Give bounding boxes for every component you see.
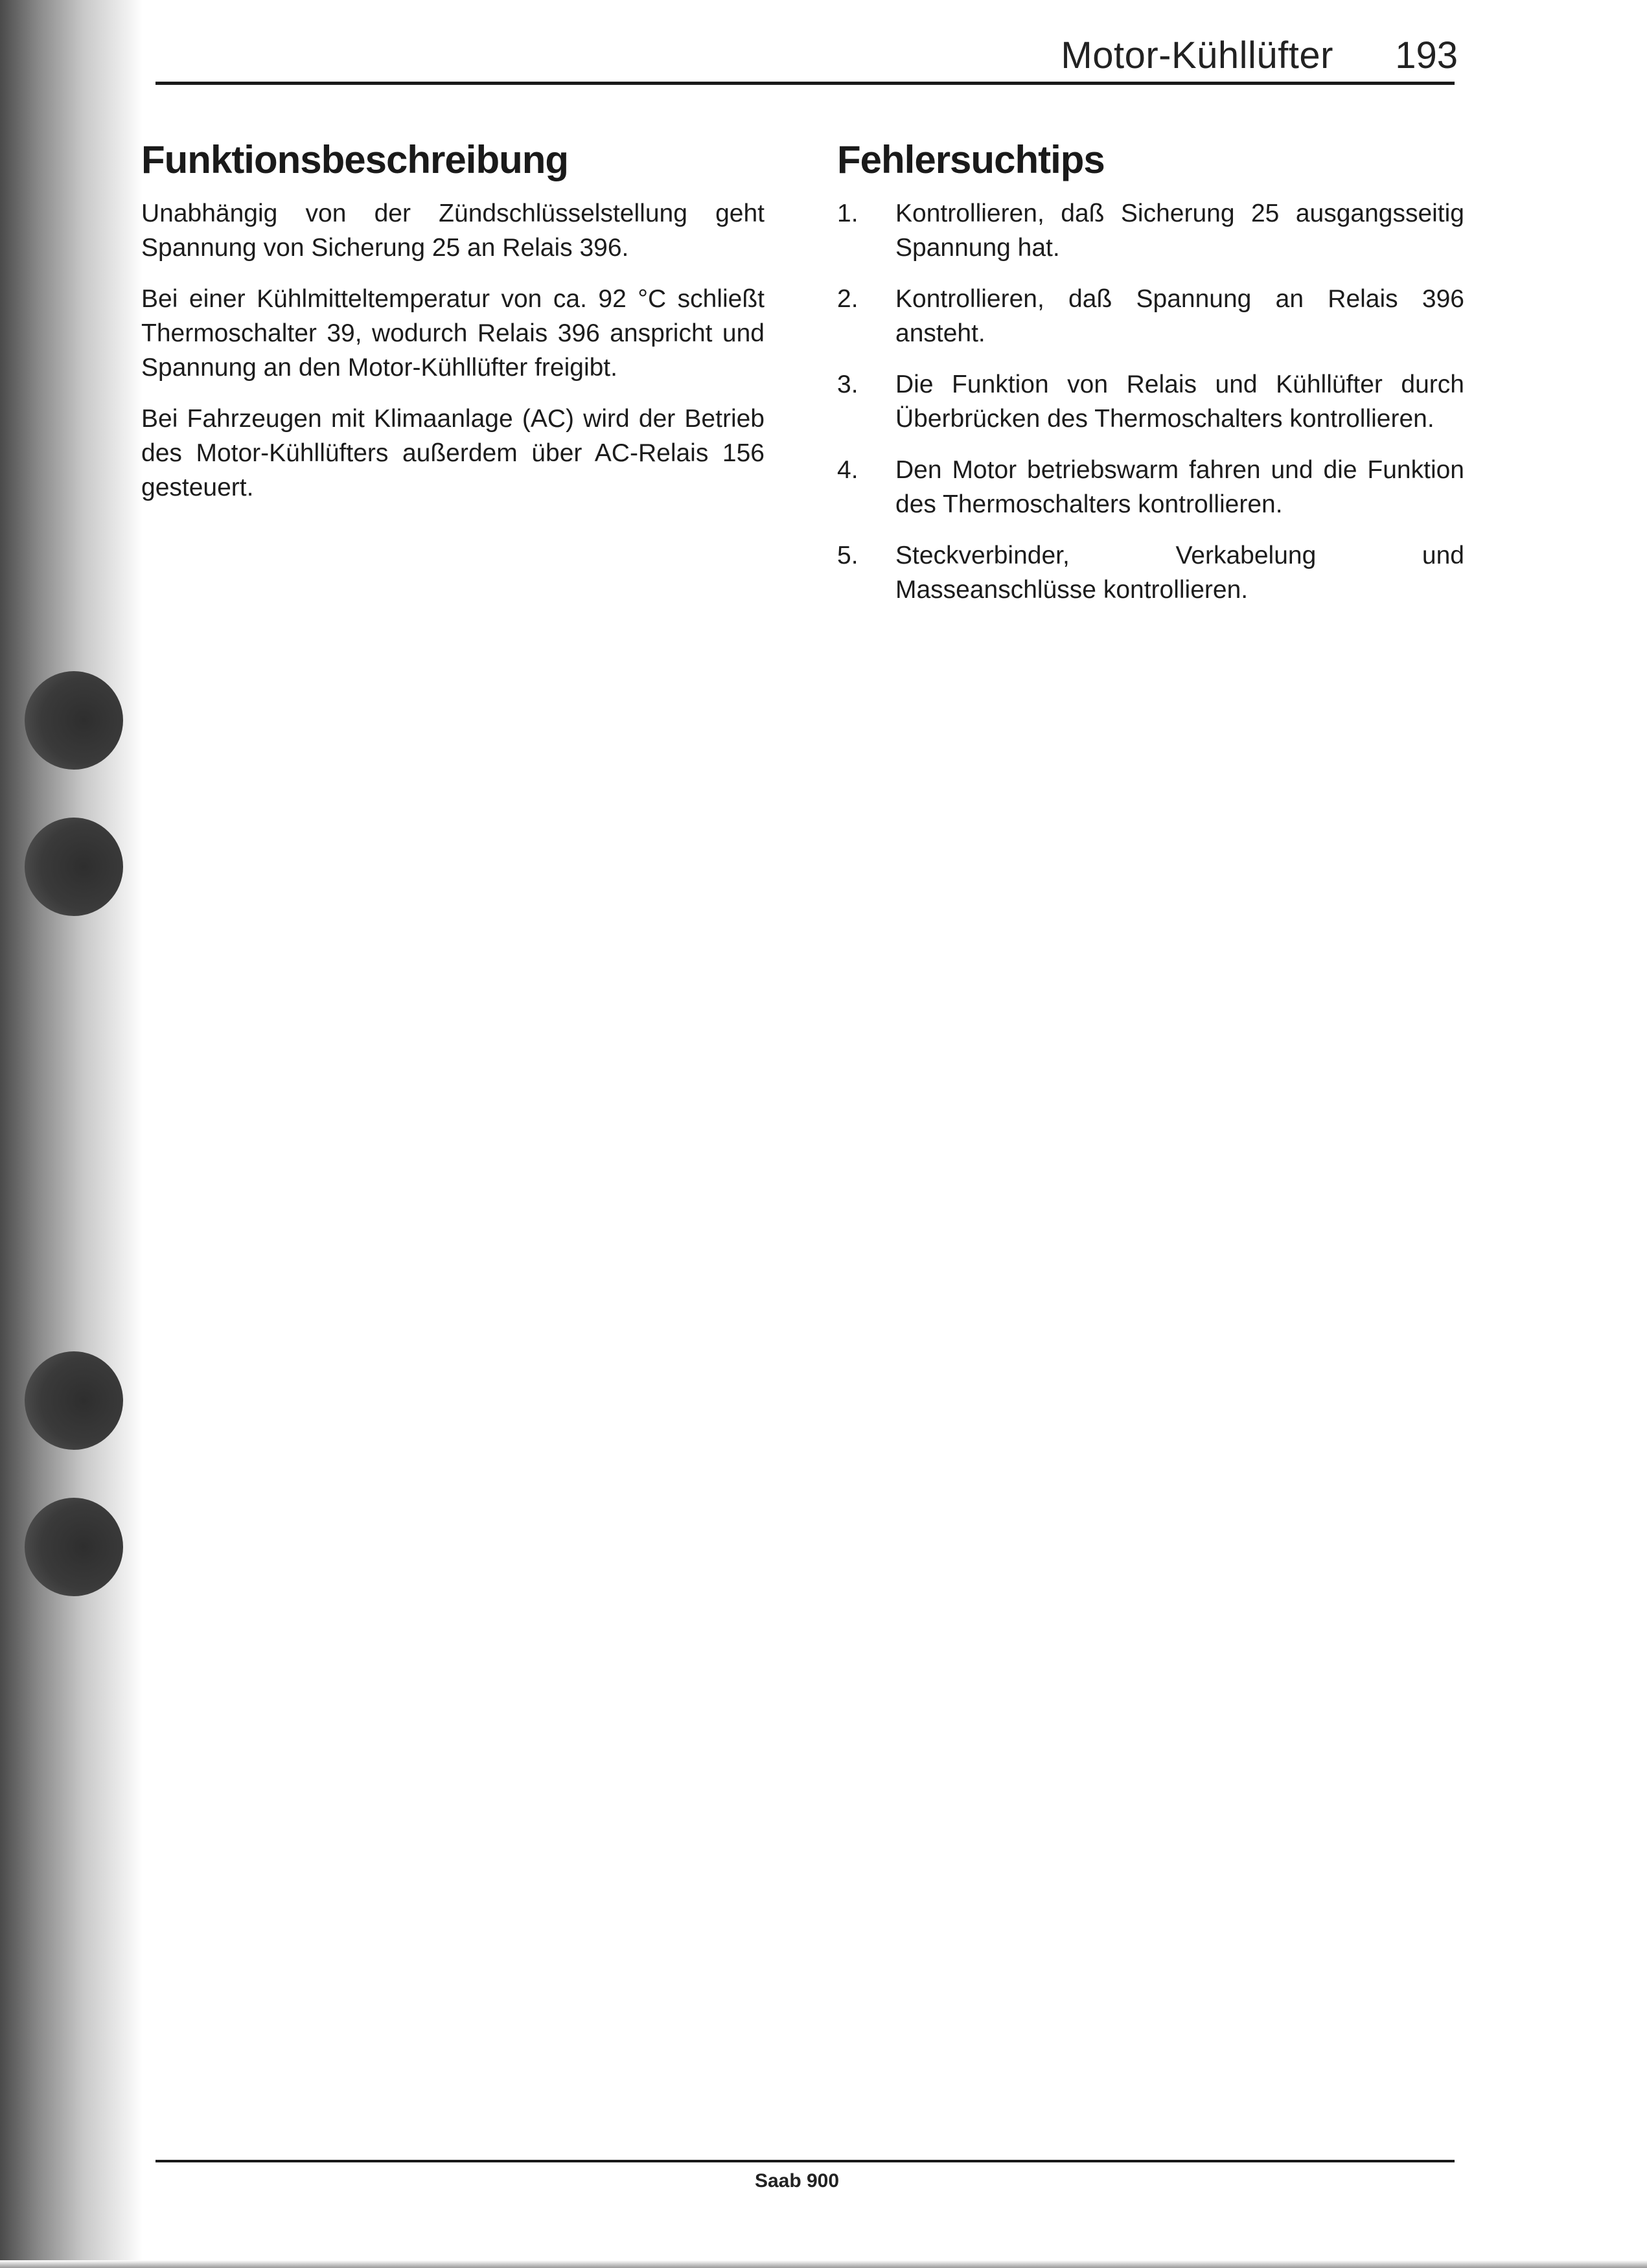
page-number: 193 bbox=[1395, 34, 1458, 76]
list-item bbox=[837, 453, 1464, 521]
bottom-edge-shadow bbox=[0, 2260, 1647, 2268]
list-item-number: 4. bbox=[837, 456, 858, 485]
list-item-text: Den Motor betriebswarm fahren und die Funktion des Thermoschalters kontrollieren. bbox=[895, 456, 1464, 519]
punch-hole bbox=[25, 1351, 123, 1450]
punch-hole bbox=[25, 818, 123, 916]
paragraph: Unabhängig von der Zündschlüsselstellung geht Spannung von Sicherung 25 an Relais 396. bbox=[141, 200, 765, 262]
punch-hole bbox=[25, 1498, 123, 1596]
list-item-number: 2. bbox=[837, 285, 858, 314]
paragraph: Bei Fahrzeugen mit Klimaanlage (AC) wird der Betrieb des Motor-Kühllüfters außerdem über AC-Relais 156 gesteuert. bbox=[141, 405, 765, 502]
header-rule bbox=[155, 82, 1455, 85]
list-item bbox=[837, 538, 1464, 607]
list-item bbox=[837, 196, 1464, 265]
list-item-text: Kontrollieren, daß Sicherung 25 ausgangsseitig Spannung hat. bbox=[895, 200, 1464, 262]
troubleshooting-heading: Fehlersuchtips bbox=[837, 138, 1105, 181]
footer-model-name: Saab 900 bbox=[754, 2170, 840, 2192]
function-description-column bbox=[141, 137, 765, 521]
list-item-number: 3. bbox=[837, 371, 858, 399]
list-item bbox=[837, 367, 1464, 436]
list-item-number: 5. bbox=[837, 542, 858, 570]
paragraph: Bei einer Kühlmitteltemperatur von ca. 92 °C schließt Thermoschalter 39, wodurch Relais 396 anspricht und Spannung an den Motor-Kühllüfter freigibt. bbox=[141, 285, 765, 382]
troubleshooting-list bbox=[837, 196, 1464, 607]
binding-edge-shadow bbox=[0, 0, 143, 2268]
list-item bbox=[837, 282, 1464, 350]
list-item-text: Die Funktion von Relais und Kühllüfter durch Überbrücken des Thermoschalters kontrollieren. bbox=[895, 371, 1464, 433]
list-item-text: Kontrollieren, daß Spannung an Relais 396 ansteht. bbox=[895, 285, 1464, 348]
troubleshooting-column bbox=[837, 137, 1464, 624]
punch-hole bbox=[25, 671, 123, 770]
running-header-title: Motor-Kühllüfter bbox=[1061, 34, 1333, 76]
list-item-text: Steckverbinder, Verkabelung und Masseanschlüsse kontrollieren. bbox=[895, 542, 1464, 604]
list-item-number: 1. bbox=[837, 200, 858, 227]
footer-rule bbox=[155, 2160, 1455, 2162]
function-description-heading: Funktionsbeschreibung bbox=[141, 138, 569, 181]
